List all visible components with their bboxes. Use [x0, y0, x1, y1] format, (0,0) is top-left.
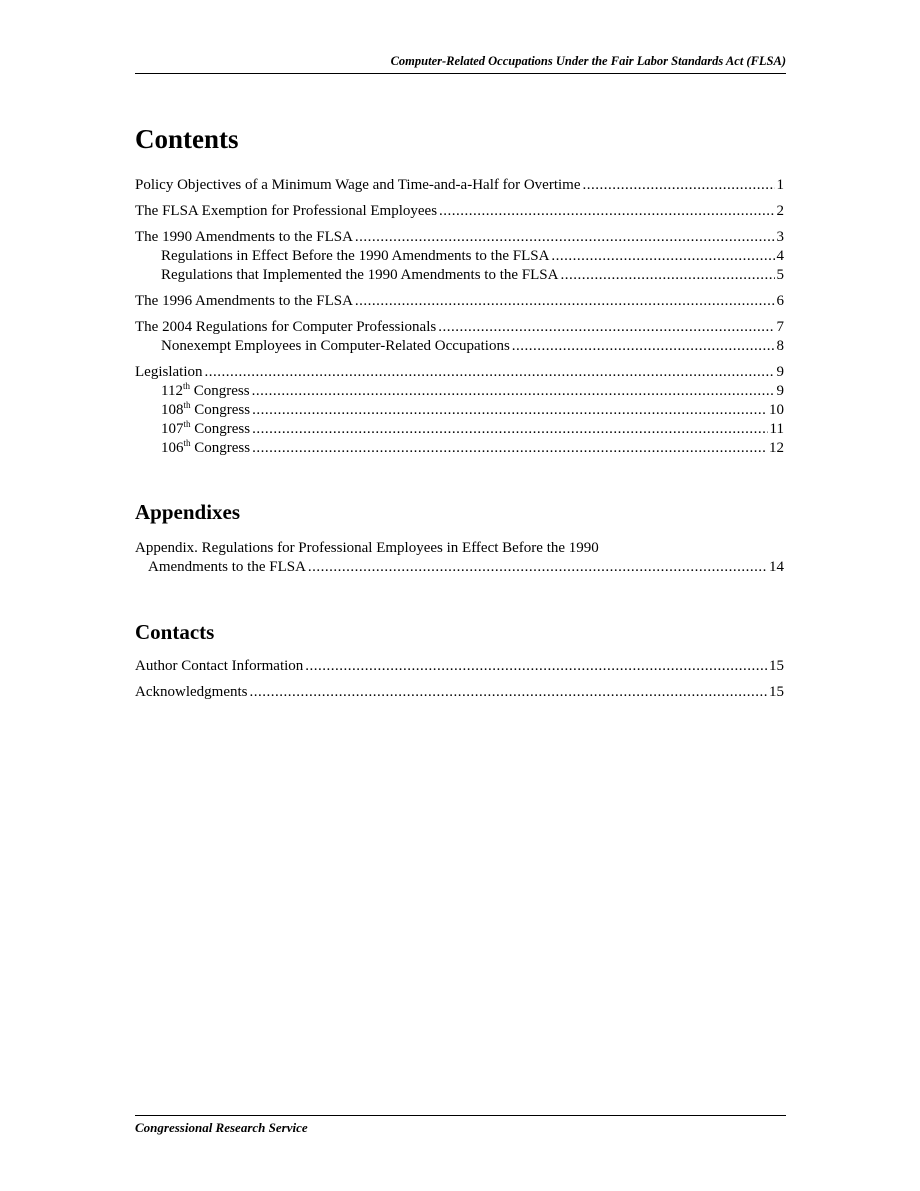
toc-entry-page: 1 [776, 177, 784, 193]
toc-entry-title [161, 401, 250, 420]
toc-entry-title: The 1990 Amendments to the FLSA [135, 229, 353, 245]
toc-entry[interactable] [135, 657, 784, 676]
toc-entry[interactable] [135, 539, 784, 577]
toc-entry[interactable] [135, 202, 784, 221]
header-rule [135, 73, 786, 74]
toc-leader [308, 558, 767, 577]
toc-entry[interactable] [135, 363, 784, 382]
toc-leader [355, 292, 775, 311]
toc-entry-title: Policy Objectives of a Minimum Wage and Time-and-a-Half for Overtime [135, 177, 581, 193]
contacts-title: Contacts [135, 620, 215, 644]
footer-rule [135, 1115, 786, 1116]
toc-entry-page: 4 [776, 248, 784, 264]
toc-entry-sub[interactable] [135, 266, 784, 285]
congress-label: Congress [190, 402, 251, 418]
toc-entry-title: Regulations in Effect Before the 1990 Amendments to the FLSA [161, 248, 550, 264]
toc-leader [252, 401, 767, 420]
toc-entry-page: 5 [776, 267, 784, 283]
toc-entry-title: The 1996 Amendments to the FLSA [135, 293, 353, 309]
ordinal-suffix: th [183, 419, 191, 429]
toc-entry-page: 6 [776, 293, 784, 309]
toc-entry-title: Legislation [135, 364, 203, 380]
toc-leader [438, 318, 774, 337]
toc-entry-page: 10 [769, 402, 784, 418]
toc-entry-page: 14 [769, 559, 784, 575]
toc-appendix-list [135, 539, 784, 577]
toc-entry-page: 8 [776, 338, 784, 354]
congress-number: 108 [161, 402, 184, 418]
toc-entry-page: 11 [769, 421, 784, 437]
toc-entry-page: 15 [769, 658, 784, 674]
toc-leader [252, 420, 767, 439]
toc-leader [560, 266, 774, 285]
toc-entry[interactable] [135, 228, 784, 247]
toc-leader [583, 176, 775, 195]
toc-leader [249, 683, 767, 702]
toc-entry-title: Acknowledgments [135, 684, 248, 700]
congress-number: 106 [161, 440, 184, 456]
ordinal-suffix: th [182, 381, 190, 391]
toc-leader [512, 337, 775, 356]
ordinal-suffix: th [183, 400, 191, 410]
congress-number: 107 [161, 421, 184, 437]
toc-entry-title: The FLSA Exemption for Professional Employees [135, 203, 438, 219]
toc-leader [252, 439, 767, 458]
toc-leader [205, 363, 775, 382]
toc-entry-sub[interactable] [135, 420, 784, 439]
running-header: Computer-Related Occupations Under the Fair Labor Standards Act (FLSA) [390, 54, 786, 68]
toc-entry-sub[interactable] [135, 337, 784, 356]
toc-entry-title [161, 382, 250, 401]
toc-entry[interactable] [135, 683, 784, 702]
toc-entry[interactable] [135, 318, 784, 337]
toc-entry-sub[interactable] [135, 382, 784, 401]
toc-entry-page: 7 [776, 319, 784, 335]
toc-leader [252, 382, 775, 401]
toc-leader [355, 228, 775, 247]
toc-entry-sub[interactable] [135, 401, 784, 420]
toc-entry[interactable] [135, 292, 784, 311]
toc-entry-sub[interactable] [135, 439, 784, 458]
toc-contacts-list [135, 657, 784, 702]
appendixes-title: Appendixes [135, 500, 241, 524]
ordinal-suffix: th [183, 438, 191, 448]
toc-entry-sub[interactable] [135, 247, 784, 266]
toc-leader [551, 247, 774, 266]
toc-entry-page: 15 [769, 684, 784, 700]
toc-entry-title: Author Contact Information [135, 658, 304, 674]
congress-label: Congress [190, 421, 251, 437]
toc-main-list [135, 176, 784, 458]
toc-leader [305, 657, 767, 676]
toc-entry-page: 3 [776, 229, 784, 245]
toc-entry[interactable] [135, 176, 784, 195]
toc-entry-page: 12 [769, 440, 784, 456]
toc-entry-page: 9 [776, 364, 784, 380]
toc-entry-page: 9 [776, 383, 784, 399]
toc-entry-title: The 2004 Regulations for Computer Professionals [135, 319, 437, 335]
congress-label: Congress [190, 440, 251, 456]
congress-number: 112 [161, 383, 183, 399]
toc-entry-title [161, 439, 250, 458]
toc-leader [439, 202, 774, 221]
congress-label: Congress [189, 383, 250, 399]
toc-entry-title: Nonexempt Employees in Computer-Related Occupations [161, 338, 510, 354]
toc-entry-page: 2 [776, 203, 784, 219]
toc-entry-title: Regulations that Implemented the 1990 Amendments to the FLSA [161, 267, 559, 283]
toc-entry-title [161, 420, 250, 439]
toc-entry-title-line1: Appendix. Regulations for Professional Employees in Effect Before the 1990 [135, 540, 599, 556]
running-footer: Congressional Research Service [135, 1120, 308, 1135]
toc-entry-title-line2: Amendments to the FLSA [148, 559, 306, 575]
contents-title: Contents [135, 124, 239, 154]
